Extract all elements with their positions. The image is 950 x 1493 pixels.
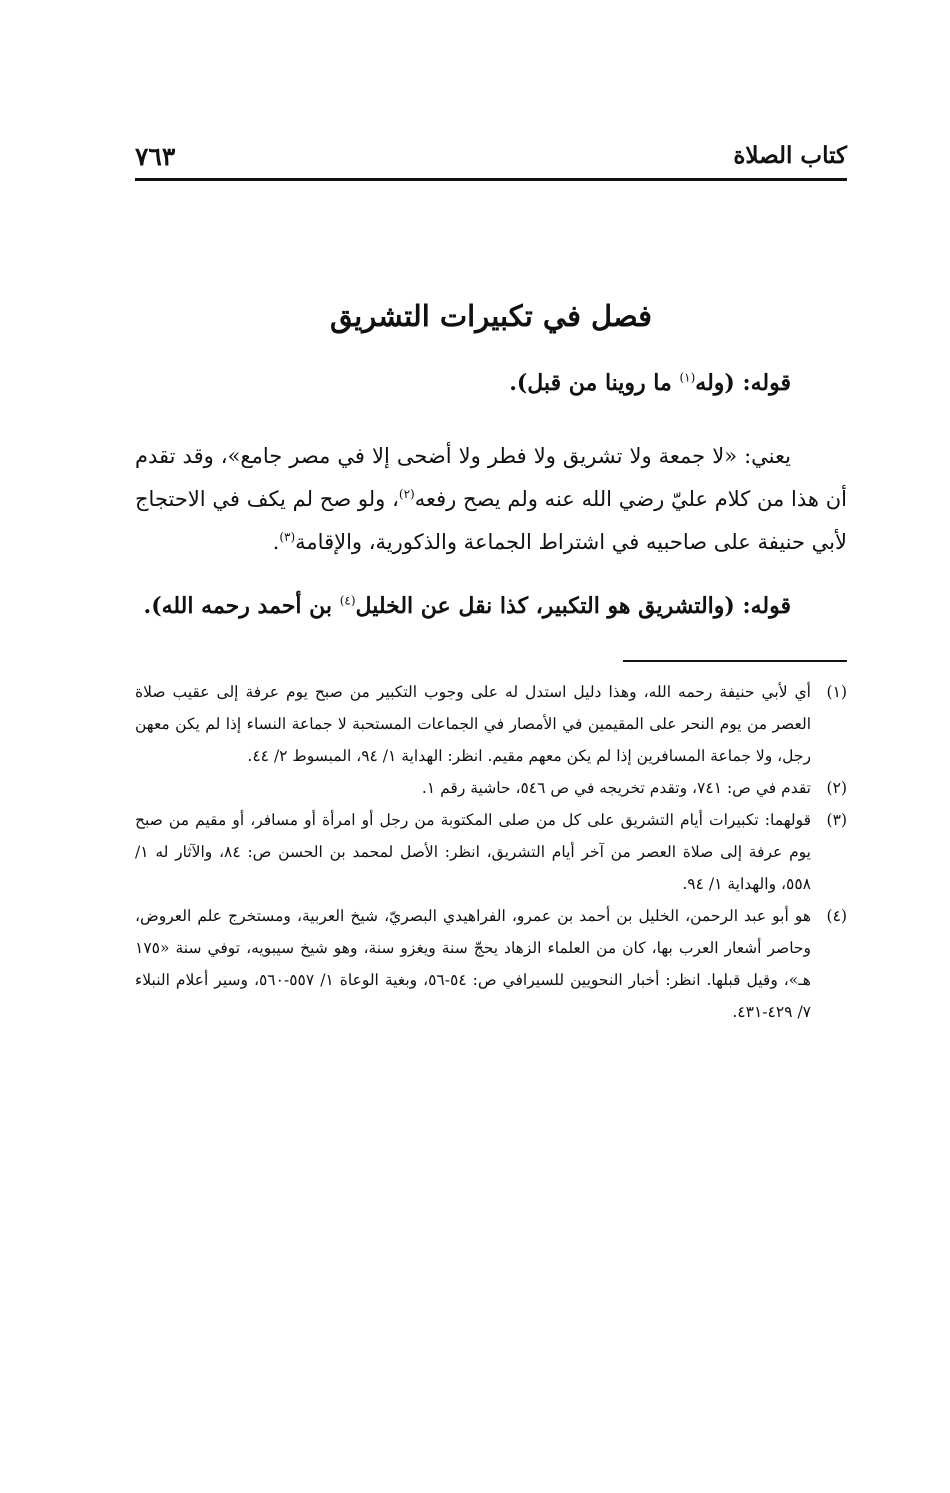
paragraph-part-2: ، ولو صح لم يكف في الاحتجاج لأبي حنيفة على صاحبيه في اشتراط الجماعة والذكورية، والإقامة [135,487,847,554]
footnote-ref-4: (٤) [339,593,356,608]
quote-2-text: قوله: (والتشريق هو التكبير، كذا نقل عن الخليل [355,593,791,619]
quote-line-1 [135,353,847,413]
footnote-text: هو أبو عبد الرحمن، الخليل بن أحمد بن عمرو، الفراهيدي البصريّ، شيخ العربية، ومستخرج علم العروض، وحاصر أشعار العرب بها، كان من العلماء الزهاد يحجّ سنة ويغزو سنة، وهو شيخ سيبويه، توفي سنة «١٧٥ هـ»، وقيل قبلها. انظر: أخبار النحويين للسيرافي ص: ٥٤-٥٦، وبغية الوعاة ١/ ٥٥٧-٥٦٠، وسير أعلام النبلاء ٧/ ٤٢٩-٤٣١. [135,907,811,1021]
footnote-divider [623,660,847,662]
footnote-3 [135,804,847,900]
footnote-number: (٤) [826,907,847,925]
commentary-paragraph [135,435,847,564]
footnote-4 [135,900,847,1028]
book-title: كتاب الصلاة [733,142,847,169]
footnote-ref-1: (١) [679,370,696,385]
book-page [135,130,847,1028]
paragraph-part-1: يعني: «لا جمعة ولا تشريق ولا فطر ولا أضحى إلا في مصر جامع»، وقد تقدم أن هذا من كلام عليّ رضي الله عنه ولم يصح رفعه [135,444,848,511]
footnotes [135,676,847,1028]
footnote-ref-3: (٣) [279,530,296,544]
footnote-text: أي لأبي حنيفة رحمه الله، وهذا دليل استدل له على وجوب التكبير من صبح يوم عرفة إلى عقيب صلاة العصر من يوم النحر على المقيمين في الأمصار في الجماعات المستحبة لا جماعة النساء إذا لم يكن معهن رجل، ولا جماعة المسافرين إذا لم يكن معهم مقيم. انظر: الهداية ١/ ٩٤، المبسوط ٢/ ٤٤. [135,683,811,765]
quote-line-2 [135,576,847,636]
footnote-text: تقدم في ص: ٧٤١، وتقدم تخريجه في ص ٥٤٦، حاشية رقم ١. [421,779,811,797]
quote-2-tail: بن أحمد رحمه الله). [143,593,340,619]
footnote-ref-2: (٢) [398,487,415,501]
footnote-number: (٢) [826,779,847,797]
running-header [135,130,847,181]
footnote-number: (٣) [826,811,847,829]
quote-1-tail: ما روينا من قبل). [509,370,680,396]
page-number: ٧٦٣ [135,142,176,171]
paragraph-part-3: . [272,530,280,554]
quote-1-text: قوله: (وله [695,370,791,396]
footnote-text: قولهما: تكبيرات أيام التشريق على كل من صلى المكتوبة من رجل أو امرأة أو مسافر، أو مقيم من صبح يوم عرفة إلى صلاة العصر من آخر أيام التشريق، انظر: الأصل لمحمد بن الحسن ص: ٨٤، والآثار له ١/ ٥٥٨، والهداية ١/ ٩٤. [135,811,811,893]
footnote-number: (١) [826,683,847,701]
footnote-2 [135,772,847,804]
footnote-1 [135,676,847,772]
section-title: فصل في تكبيرات التشريق [329,299,653,333]
